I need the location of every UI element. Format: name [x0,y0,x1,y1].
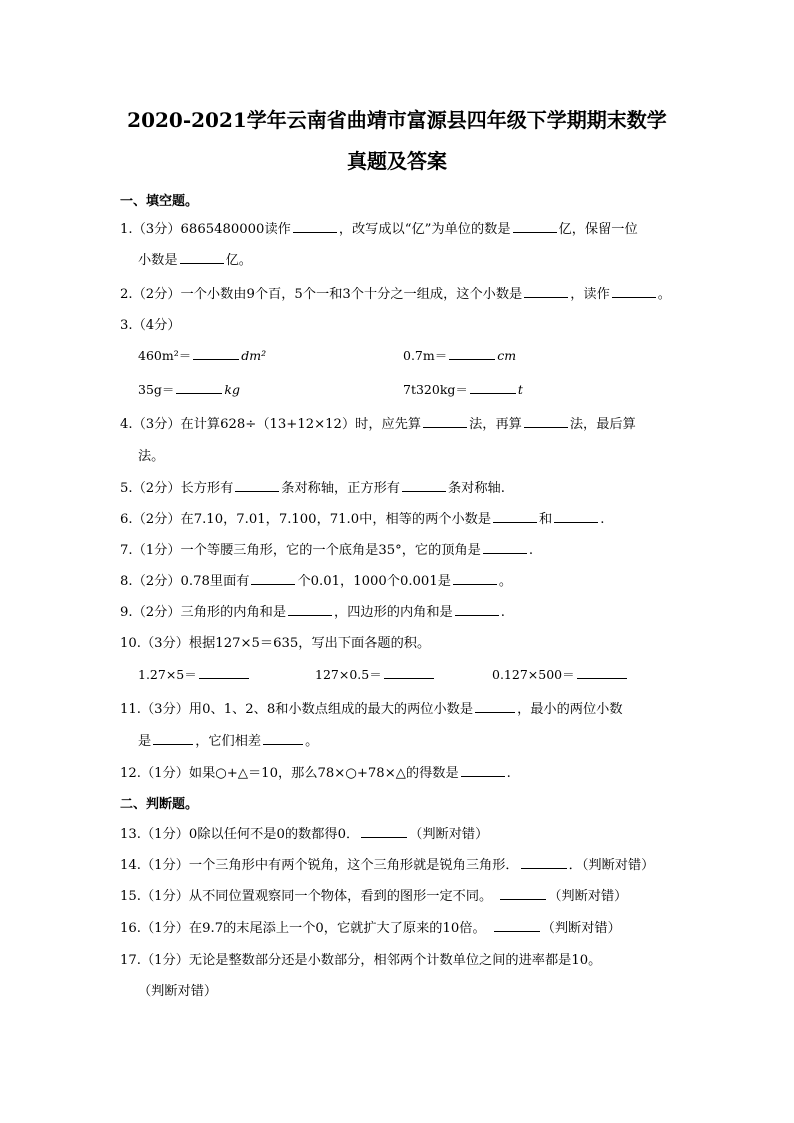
q3-item-3: 35g＝ kg [138,382,240,397]
question-9: 9.（2分）三角形的内角和是 ，四边形的内角和是 . [120,601,505,620]
question-16: 16.（1分）在9.7的末尾添上一个0，它就扩大了原来的10倍。 （判断对错） [120,917,621,936]
q2-text-b: ，读作 [570,287,610,302]
question-1-line1 [120,218,638,237]
question-3: 3.（4分） [120,318,181,333]
question-13: 13.（1分）0除以任何不是0的数都得0． （判断对错） [120,823,488,842]
q2-text-a: 2.（2分）一个小数由9个百，5个一和3个十分之一组成，这个小数是 [120,287,523,302]
q1-text-b: ，改写成以“亿”为单位的数是 [338,222,511,237]
section-heading-fill: 一、填空题。 [120,194,199,209]
q1-text-e: 亿。 [225,253,252,268]
answer-blank[interactable] [513,219,557,233]
answer-blank[interactable] [493,509,537,523]
answer-blank[interactable] [293,219,337,233]
answer-blank[interactable] [453,571,497,585]
answer-blank[interactable] [494,918,540,932]
question-11-line1: 11.（3分）用0、1、2、8和小数点组成的最大的两位小数是 ，最小的两位小数 [120,698,623,717]
answer-blank[interactable] [199,665,249,679]
question-15: 15.（1分）从不同位置观察同一个物体，看到的图形一定不同。 （判断对错） [120,885,627,904]
answer-blank[interactable] [577,665,627,679]
q1-text-d: 小数是 [138,253,178,268]
answer-blank[interactable] [176,380,222,394]
answer-blank[interactable] [361,824,407,838]
q10-item-1: 1.27×5＝ [138,665,251,683]
question-10: 10.（3分）根据127×5＝635，写出下面各题的积。 [120,636,431,651]
question-17-line2: （判断对错） [138,984,218,999]
document-title-line2: 真题及答案 [347,149,447,173]
question-2 [120,283,671,302]
answer-blank[interactable] [554,509,598,523]
question-7: 7.（1分）一个等腰三角形，它的一个底角是35°，它的顶角是 . [120,539,533,558]
answer-blank[interactable] [521,855,567,869]
question-4-line1: 4.（3分）在计算628÷（13+12×12）时，应先算 法，再算 法，最后算 [120,413,636,432]
q1-text-a: 1.（3分）6865480000读作 [120,222,291,237]
q1-text-c: 亿，保留一位 [558,222,638,237]
question-5: 5.（2分）长方形有 条对称轴，正方形有 条对称轴. [120,477,505,496]
answer-blank[interactable] [251,571,295,585]
answer-blank[interactable] [193,346,239,360]
answer-blank[interactable] [402,478,446,492]
document-title-line1: 2020-2021学年云南省曲靖市富源县四年级下学期期末数学 [127,108,667,132]
question-17-line1: 17.（1分）无论是整数部分还是小数部分，相邻两个计数单位之间的进率都是10。 [120,953,602,968]
question-1-line2 [138,249,252,268]
answer-blank[interactable] [475,699,515,713]
answer-blank[interactable] [384,665,434,679]
answer-blank[interactable] [500,886,546,900]
answer-blank[interactable] [470,380,516,394]
answer-blank[interactable] [235,478,279,492]
answer-blank[interactable] [180,250,224,264]
question-4-line2: 法。 [138,449,165,464]
q10-item-3: 0.127×500＝ [492,665,629,683]
answer-blank[interactable] [263,731,303,745]
question-14: 14.（1分）一个三角形中有两个锐角，这个三角形就是锐角三角形． ．（判断对错） [120,854,654,873]
answer-blank[interactable] [455,602,499,616]
answer-blank[interactable] [524,284,568,298]
question-11-line2: 是 ，它们相差 。 [138,730,318,749]
q3-item-4: 7t320kg＝ t [403,382,523,397]
answer-blank[interactable] [483,540,527,554]
answer-blank[interactable] [612,284,656,298]
question-6: 6.（2分）在7.10，7.01，7.100，71.0中，相等的两个小数是 和 . [120,508,604,527]
q10-item-2: 127×0.5＝ [315,665,436,683]
section-heading-judge: 二、判断题。 [120,797,199,812]
q3-item-2: 0.7m＝ cm [403,348,517,363]
answer-blank[interactable] [461,763,505,777]
q2-text-c: 。 [657,287,671,302]
answer-blank[interactable] [423,414,467,428]
question-12: 12.（1分）如果○+△＝10，那么78×○+78×△的得数是 . [120,762,511,781]
answer-blank[interactable] [524,414,568,428]
q3-item-1: 460m²＝ dm² [138,348,267,363]
answer-blank[interactable] [153,731,193,745]
question-8: 8.（2分）0.78里面有 个0.01，1000个0.001是 。 [120,570,512,589]
answer-blank[interactable] [449,346,495,360]
answer-blank[interactable] [288,602,332,616]
